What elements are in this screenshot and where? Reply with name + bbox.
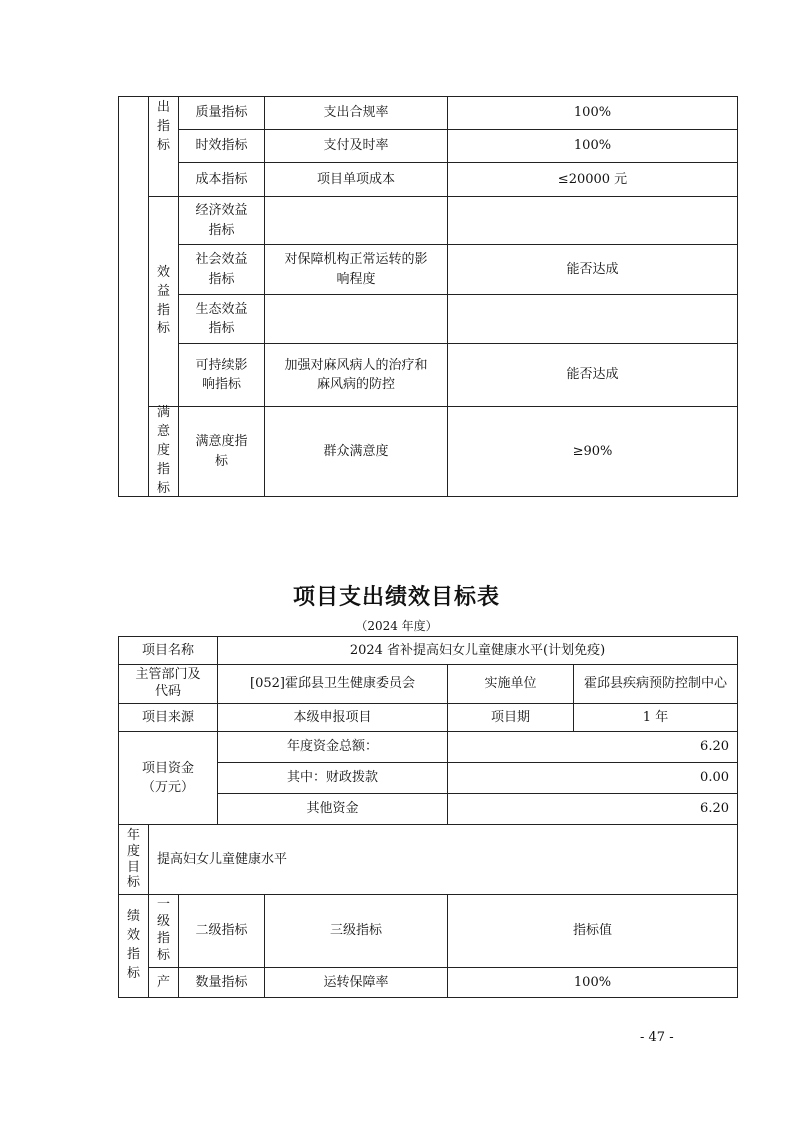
page-number: - 47 -: [640, 1030, 674, 1045]
satisfaction-indicator-tertiary: 群众满意度: [264, 406, 448, 497]
timeliness-indicator-value: 100%: [447, 129, 738, 163]
level3-indicator-label: 三级指标: [264, 894, 448, 968]
sustainable-indicator-tertiary: 加强对麻风病人的治疗和 麻风病的防控: [264, 343, 448, 407]
period-label: 项目期: [447, 703, 574, 732]
ecological-indicator-tertiary: [264, 294, 448, 344]
project-name-label: 项目名称: [118, 636, 218, 665]
indicator-value-label: 指标值: [447, 894, 738, 968]
perf-indicator-label: 绩 效 指 标: [118, 894, 149, 998]
annual-goal-label: 年 度 目 标: [118, 824, 149, 895]
sustainable-indicator-label: 可持续影 响指标: [178, 343, 265, 407]
impl-unit-value: 霍邱县疾病预防控制中心: [573, 664, 738, 704]
social-indicator-value: 能否达成: [447, 244, 738, 295]
impl-unit-label: 实施单位: [447, 664, 574, 704]
quantity-indicator-tertiary: 运转保障率: [264, 967, 448, 998]
form-title: 项目支出绩效目标表: [292, 585, 500, 610]
dept-label: 主管部门及 代码: [118, 664, 218, 704]
social-indicator-label: 社会效益 指标: [178, 244, 265, 295]
funds-total-label: 年度资金总额：: [217, 731, 448, 763]
benefit-indicator-label: 效 益 指 标: [148, 196, 179, 407]
output-group-label: 产: [148, 967, 179, 998]
cost-indicator-tertiary: 项目单项成本: [264, 162, 448, 197]
economic-indicator-value: [447, 196, 738, 245]
outer-column-top: [118, 96, 149, 497]
ecological-indicator-label: 生态效益 指标: [178, 294, 265, 344]
sustainable-indicator-value: 能否达成: [447, 343, 738, 407]
timeliness-indicator-tertiary: 支付及时率: [264, 129, 448, 163]
dept-value: [052]霍邱县卫生健康委员会: [217, 664, 448, 704]
ecological-indicator-value: [447, 294, 738, 344]
satisfaction-indicator-group-label: 满 意 度 指 标: [148, 406, 179, 497]
funds-other-value: 6.20: [447, 793, 738, 825]
social-indicator-tertiary: 对保障机构正常运转的影 响程度: [264, 244, 448, 295]
funds-fiscal-label: 其中：财政拨款: [217, 762, 448, 794]
source-label: 项目来源: [118, 703, 218, 732]
economic-indicator-label: 经济效益 指标: [178, 196, 265, 245]
quality-indicator-label: 质量指标: [178, 96, 265, 130]
cost-indicator-label: 成本指标: [178, 162, 265, 197]
funds-total-value: 6.20: [447, 731, 738, 763]
economic-indicator-tertiary: [264, 196, 448, 245]
quantity-indicator-label: 数量指标: [178, 967, 265, 998]
funds-label: 项目资金 （万元）: [118, 731, 218, 825]
cost-indicator-value: ≤20000 元: [447, 162, 738, 197]
funds-fiscal-value: 0.00: [447, 762, 738, 794]
level1-indicator-label: 一 级 指 标: [148, 894, 179, 968]
annual-goal-value: 提高妇女儿童健康水平: [148, 824, 738, 895]
quality-indicator-tertiary: 支出合规率: [264, 96, 448, 130]
satisfaction-indicator-value: ≥90%: [447, 406, 738, 497]
satisfaction-indicator-label: 满意度指 标: [178, 406, 265, 497]
quantity-indicator-value: 100%: [447, 967, 738, 998]
timeliness-indicator-label: 时效指标: [178, 129, 265, 163]
source-value: 本级申报项目: [217, 703, 448, 732]
level2-indicator-label: 二级指标: [178, 894, 265, 968]
form-year: （2024 年度）: [355, 619, 438, 633]
funds-other-label: 其他资金: [217, 793, 448, 825]
period-value: 1 年: [573, 703, 738, 732]
quality-indicator-value: 100%: [447, 96, 738, 130]
project-name-value: 2024 省补提高妇女儿童健康水平(计划免疫): [217, 636, 738, 665]
output-indicator-label: 出 指 标: [148, 96, 179, 197]
